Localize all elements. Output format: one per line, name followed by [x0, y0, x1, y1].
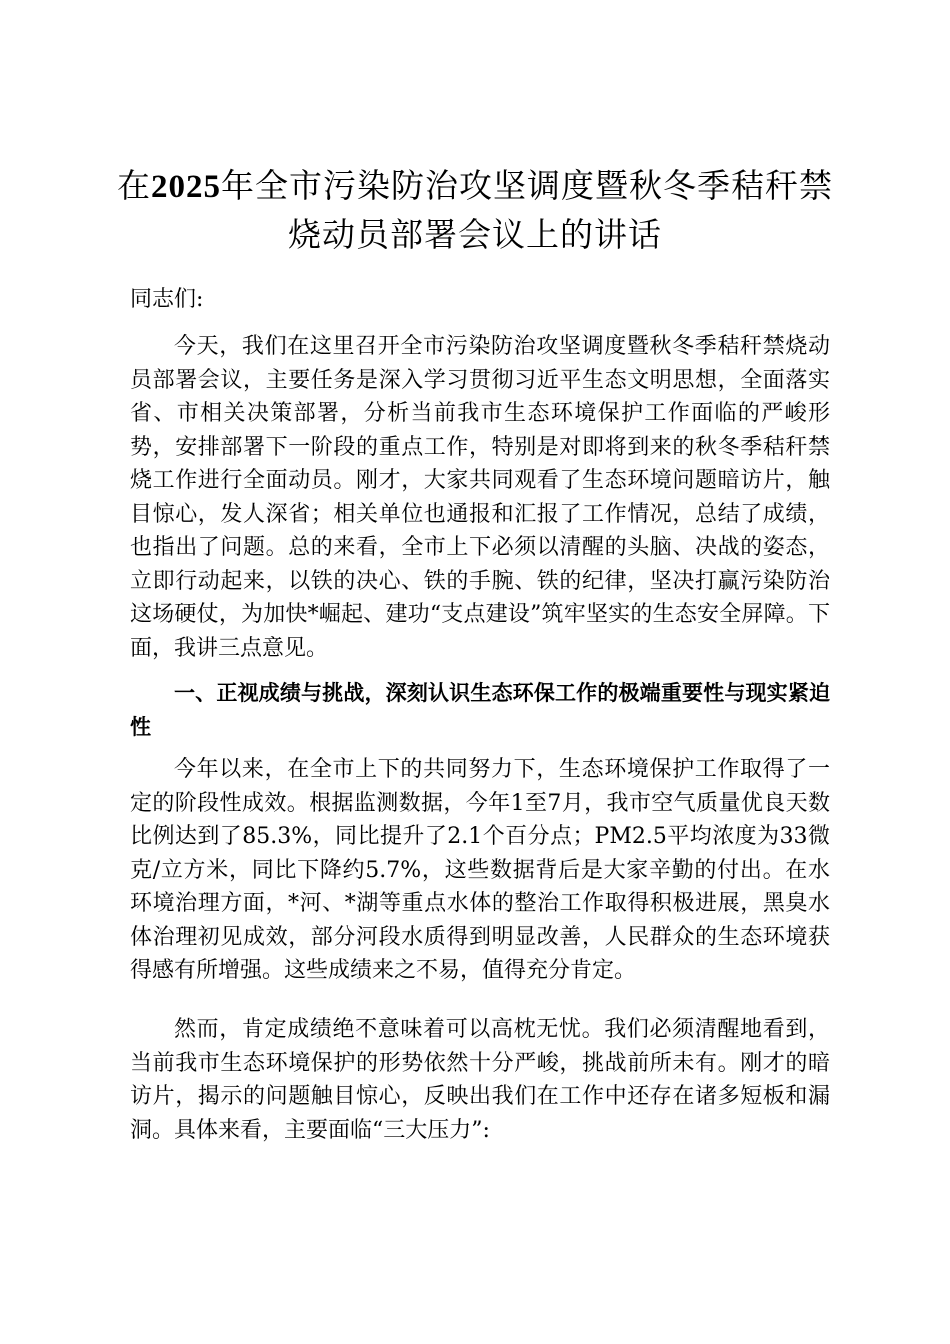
paragraph-intro: 今天，我们在这里召开全市污染防治攻坚调度暨秋冬季秸秆禁烧动员部署会议，主要任务是深入学习贯彻习近平生态文明思想，全面落实省、市相关决策部署，分析当前我市生态环境保护工作面临的严峻形势，安排部署下一阶段的重点工作，特别是对即将到来的秋冬季秸秆禁烧工作进行全面动员。刚才，大家共同观看了生态环境问题暗访片，触目惊心，发人深省；相关单位也通报和汇报了工作情况，总结了成绩，也指出了问题。总的来看，全市上下必须以清醒的头脑、决战的姿态，立即行动起来，以铁的决心、铁的手腕、铁的纪律，坚决打赢污染防治这场硬仗，为加快*崛起、建功“支点建设”筑牢坚实的生态安全屏障。下面，我讲三点意见。: [130, 334, 830, 661]
title-prefix: 在: [117, 166, 151, 205]
title-rest: 年全市污染防治攻坚调度暨秋冬季秸秆禁烧动员部署会议上的讲话: [221, 166, 833, 254]
document-title: [110, 162, 840, 259]
title-year: 2025: [151, 169, 221, 205]
greeting: 同志们:: [130, 287, 204, 312]
paragraph-achievements: 今年以来，在全市上下的共同努力下，生态环境保护工作取得了一定的阶段性成效。根据监测数据，今年1至7月，我市空气质量优良天数比例达到了85.3%，同比提升了2.1个百分点；PM2.5平均浓度为33微克/立方米，同比下降约5.7%，这些数据背后是大家辛勤的付出。在水环境治理方面，*河、*湖等重点水体的整治工作取得积极进展，黑臭水体治理初见成效，部分河段水质得到明显改善，人民群众的生态环境获得感有所增强。这些成绩来之不易，值得充分肯定。: [130, 757, 830, 983]
section-heading-1: 一、正视成绩与挑战，深刻认识生态环保工作的极端重要性与现实紧迫性: [130, 681, 830, 739]
paragraph-challenges: 然而，肯定成绩绝不意味着可以高枕无忧。我们必须清醒地看到，当前我市生态环境保护的形势依然十分严峻，挑战前所未有。刚才的暗访片，揭示的问题触目惊心，反映出我们在工作中还存在诸多短板和漏洞。具体来看，主要面临“三大压力”:: [130, 1017, 830, 1143]
